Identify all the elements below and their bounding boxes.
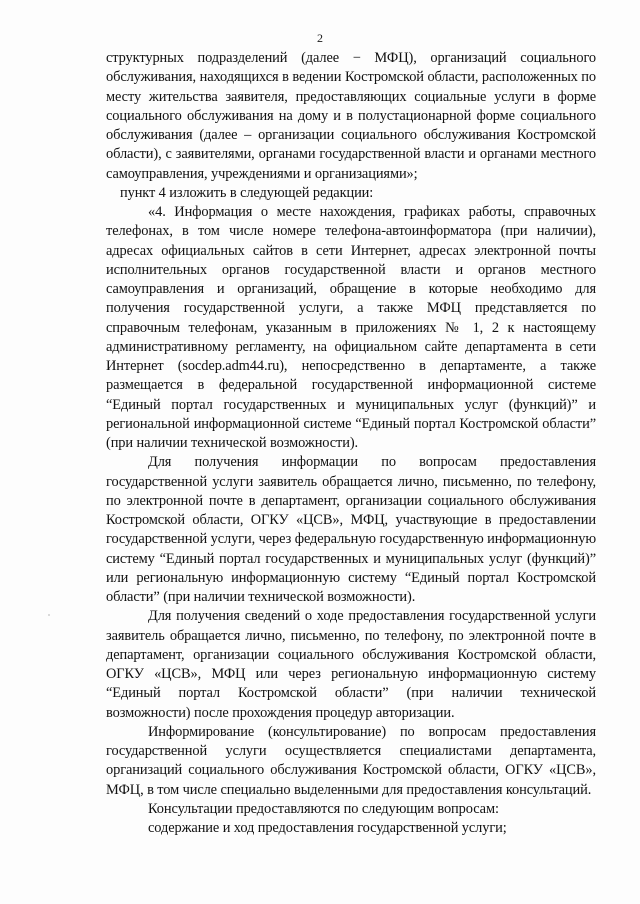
page-number: 2: [317, 31, 323, 45]
paragraph-item-4-info-location: «4. Информация о месте нахождения, графиках работы, справочных телефонах, в том числе номере телефона-автоинформатора (при наличии), адресах официальных сайтов в сети Интернет, адресах электронной почты исполнительных органов государственной власти и органов местного самоуправления и организаций, обращение в которые необходимо для получения государственной услуги, а также МФЦ представляется по справочным телефонам, указанным в приложениях № 1, 2 к настоящему административному регламенту, на официальном сайте департамента в сети Интернет (socdep.adm44.ru), непосредственно в департаменте, а также размещается в федеральной государственной информационной системе “Единый портал государственных и муниципальных услуг (функций)” и региональной информационной системе “Единый портал Костромской области” (при наличии технической возможности).: [106, 204, 596, 451]
scan-artifact: [48, 614, 50, 616]
paragraph-item-4-instruction: пункт 4 изложить в следующей редакции:: [120, 184, 374, 201]
paragraph-consultation-topics: Консультации предоставляются по следующим вопросам:: [148, 800, 499, 817]
paragraph-obtaining-information: Для получения информации по вопросам предоставления государственной услуги заявитель обращается лично, письменно, по телефону, по электронной почте в департамент, организации социального обслуживания Костромской области, ОГКУ «ЦСВ», МФЦ, участвующие в предоставлении государственной услуги, через федеральную государственную информационную систему “Единый портал государственных и муниципальных услуг (функций)” или региональную информационную систему “Единый портал Костромской области” (при наличии технической возможности).: [106, 454, 596, 605]
paragraph-service-progress: Для получения сведений о ходе предоставления государственной услуги заявитель обращается лично, письменно, по телефону, по электронной почте в департамент, организации социального обслуживания Костромской области, ОГКУ «ЦСВ», МФЦ или через региональную информационную систему “Единый портал Костромской области” (при наличии технической возможности) после прохождения процедур авторизации.: [106, 608, 596, 721]
paragraph-structural-units: структурных подразделений (далее − МФЦ), организаций социального обслуживания, находящихся в ведении Костромской области, расположенных по месту жительства заявителя, предоставляющих социальные услуги в форме социального обслуживания на дому и в полустационарной форме социального обслуживания (далее – организации социального обслуживания Костромской области), с заявителями, органами государственной власти и органами местного самоуправления, учреждениями и организациями»;: [106, 50, 596, 182]
paragraph-topic-content-progress: содержание и ход предоставления государственной услуги;: [148, 820, 507, 836]
paragraph-consulting: Информирование (консультирование) по вопросам предоставления государственной услуги осуществляется специалистами департамента, организаций социального обслуживания Костромской области, ОГКУ «ЦСВ», МФЦ, в том числе специально выделенными для предоставления консультаций.: [106, 723, 596, 798]
document-body: [106, 49, 596, 838]
